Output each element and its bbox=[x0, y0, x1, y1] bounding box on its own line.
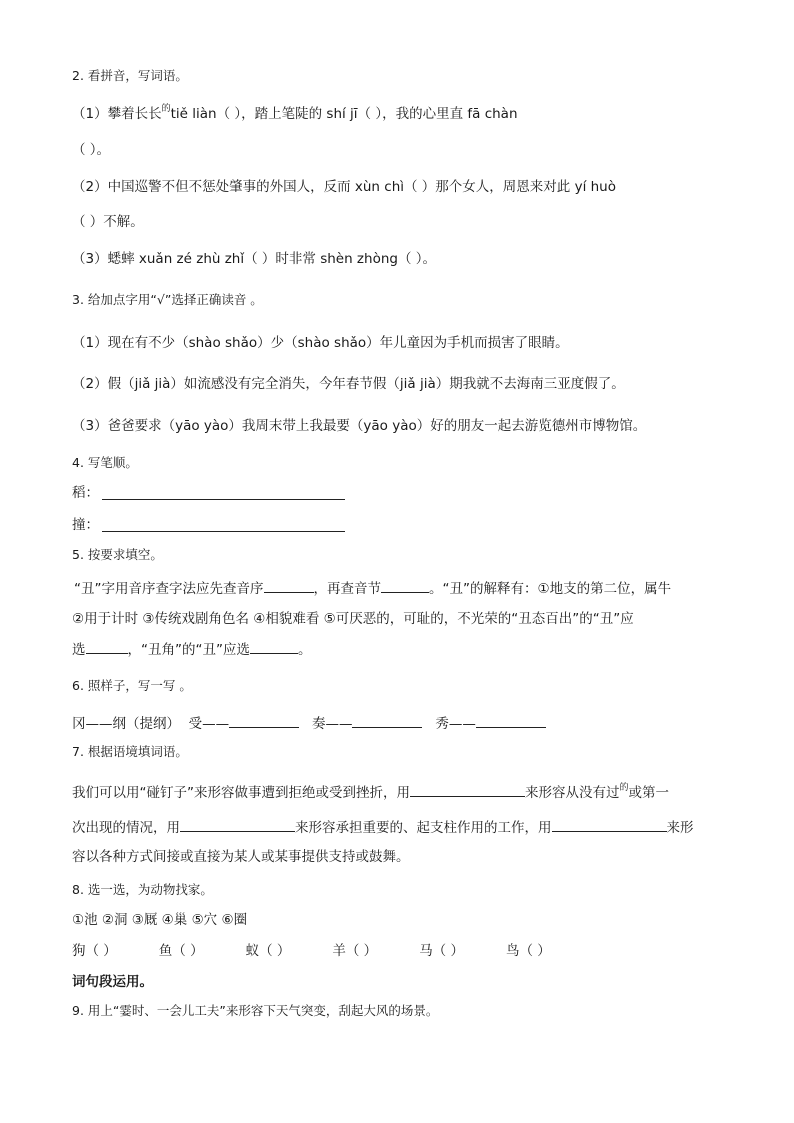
question-2-line-1 bbox=[72, 104, 518, 126]
question-8-animals bbox=[72, 941, 551, 961]
question-6-row bbox=[72, 713, 546, 734]
stroke-order-char-2: 撞： bbox=[72, 517, 99, 533]
q6-blank-1[interactable] bbox=[229, 713, 299, 728]
question-6-title: 6. 照样子，写一写 。 bbox=[72, 678, 192, 693]
q6-example: 冈——纲（提纲） bbox=[72, 716, 180, 732]
question-8-title: 8. 选一选，为动物找家。 bbox=[72, 882, 213, 897]
question-5-title: 5. 按要求填空。 bbox=[72, 547, 163, 562]
question-3-title: 3. 给加点字用“√”选择正确读音 。 bbox=[72, 292, 263, 307]
animal-sheep[interactable]: 羊（ ） bbox=[332, 943, 378, 959]
animal-fish[interactable]: 鱼（ ） bbox=[158, 943, 204, 959]
question-2-title: 2. 看拼音，写词语。 bbox=[72, 68, 188, 83]
q2-line1-part-b: tiě liàn（ ），踏上笔陡的 shí jī（ ），我的心里直 fā chàn bbox=[170, 106, 518, 122]
question-9-title: 9. 用上“霎时、一会儿工夫”来形容下天气突变，刮起大风的场景。 bbox=[72, 1003, 439, 1018]
animal-dog[interactable]: 狗（ ） bbox=[72, 943, 117, 959]
question-4-title: 4. 写笔顺。 bbox=[72, 455, 138, 470]
q7-blank-2[interactable] bbox=[180, 817, 295, 832]
q5-line1-part-a: “丑”字用音序查字法应先查音序 bbox=[74, 581, 264, 597]
question-2-line-2: （ ）。 bbox=[72, 142, 111, 158]
q7-blank-1[interactable] bbox=[410, 782, 525, 797]
animal-horse[interactable]: 马（ ） bbox=[419, 943, 464, 959]
section-heading: 词句段运用。 bbox=[72, 974, 153, 990]
q7-line1-part-c: 或第一 bbox=[628, 785, 670, 801]
question-2-line-5: （3）蟋蟀 xuǎn zé zhù zhǐ（ ）时非常 shèn zhòng（ ）。 bbox=[72, 251, 437, 267]
question-3-line-1: （1）现在有不少（shào shǎo）少（shào shǎo）年儿童因为手机而损害了眼睛。 bbox=[72, 335, 569, 351]
question-3-line-3: （3）爸爸要求（yāo yào）我周末带上我最要（yāo yào）好的朋友一起去游览德州市博物馆。 bbox=[72, 418, 647, 434]
q2-line1-superscript: 的 bbox=[161, 104, 171, 114]
question-5-line-2: ②用于计时 ③传统戏剧角色名 ④相貌难看 ⑤可厌恶的，可耻的，不光荣的“丑态百出”的“丑”应 bbox=[72, 611, 634, 627]
stroke-order-line-2[interactable] bbox=[102, 531, 345, 532]
q5-blank-2[interactable] bbox=[381, 578, 429, 593]
question-5-line-1 bbox=[74, 578, 671, 599]
q7-line1-part-a: 我们可以用“碰钉子”来形容做事遭到拒绝或受到挫折，用 bbox=[72, 785, 410, 801]
question-2-line-3: （2）中国巡警不但不惩处肇事的外国人，反而 xùn chì（ ）那个女人，周恩来对此 yí huò bbox=[72, 179, 616, 195]
q7-line2-part-c: 来形 bbox=[666, 820, 694, 836]
stroke-order-line-1[interactable] bbox=[102, 499, 345, 500]
animal-bird[interactable]: 鸟（ ） bbox=[505, 943, 551, 959]
q2-line1-part-a: （1）攀着长长 bbox=[72, 106, 162, 122]
q6-blank-3[interactable] bbox=[476, 713, 546, 728]
q7-line2-part-b: 来形容承担重要的、起支柱作用的工作，用 bbox=[295, 820, 552, 836]
q6-word-2: 奏—— bbox=[311, 716, 353, 732]
question-7-line-1 bbox=[72, 782, 669, 805]
q5-line1-part-b: ，再查音节 bbox=[313, 581, 381, 597]
q5-line3-part-c: 。 bbox=[297, 642, 312, 658]
q7-line1-superscript: 的 bbox=[619, 783, 629, 793]
q5-blank-4[interactable] bbox=[250, 639, 298, 654]
question-3-line-2: （2）假（jiǎ jià）如流感没有完全消失，今年春节假（jiǎ jià）期我就不去海南三亚度假了。 bbox=[72, 376, 625, 392]
q6-word-3: 秀—— bbox=[435, 716, 476, 732]
q6-blank-2[interactable] bbox=[352, 713, 422, 728]
q5-line3-part-b: ，“丑角”的“丑”应选 bbox=[127, 642, 250, 658]
q7-line1-part-b: 来形容从没有过 bbox=[525, 785, 620, 801]
q5-blank-1[interactable] bbox=[264, 578, 314, 593]
question-7-line-3: 容以各种方式间接或直接为某人或某事提供支持或鼓舞。 bbox=[72, 849, 410, 865]
q6-word-1: 受—— bbox=[188, 716, 230, 732]
stroke-order-char-1: 稻： bbox=[72, 485, 99, 501]
animal-ant[interactable]: 蚁（ ） bbox=[245, 943, 291, 959]
question-8-options: ①池 ②洞 ③厩 ④巢 ⑤穴 ⑥圈 bbox=[72, 912, 248, 928]
question-7-line-2 bbox=[72, 817, 694, 838]
q7-blank-3[interactable] bbox=[552, 817, 667, 832]
q5-line3-part-a: 选 bbox=[72, 642, 86, 658]
q5-line1-part-c: 。“丑”的解释有：①地支的第二位，属牛 bbox=[429, 581, 672, 597]
question-2-line-4: （ ）不解。 bbox=[72, 214, 144, 230]
q7-line2-part-a: 次出现的情况，用 bbox=[72, 820, 180, 836]
question-7-title: 7. 根据语境填词语。 bbox=[72, 744, 188, 759]
question-5-line-3 bbox=[72, 639, 311, 660]
q5-blank-3[interactable] bbox=[86, 639, 128, 654]
